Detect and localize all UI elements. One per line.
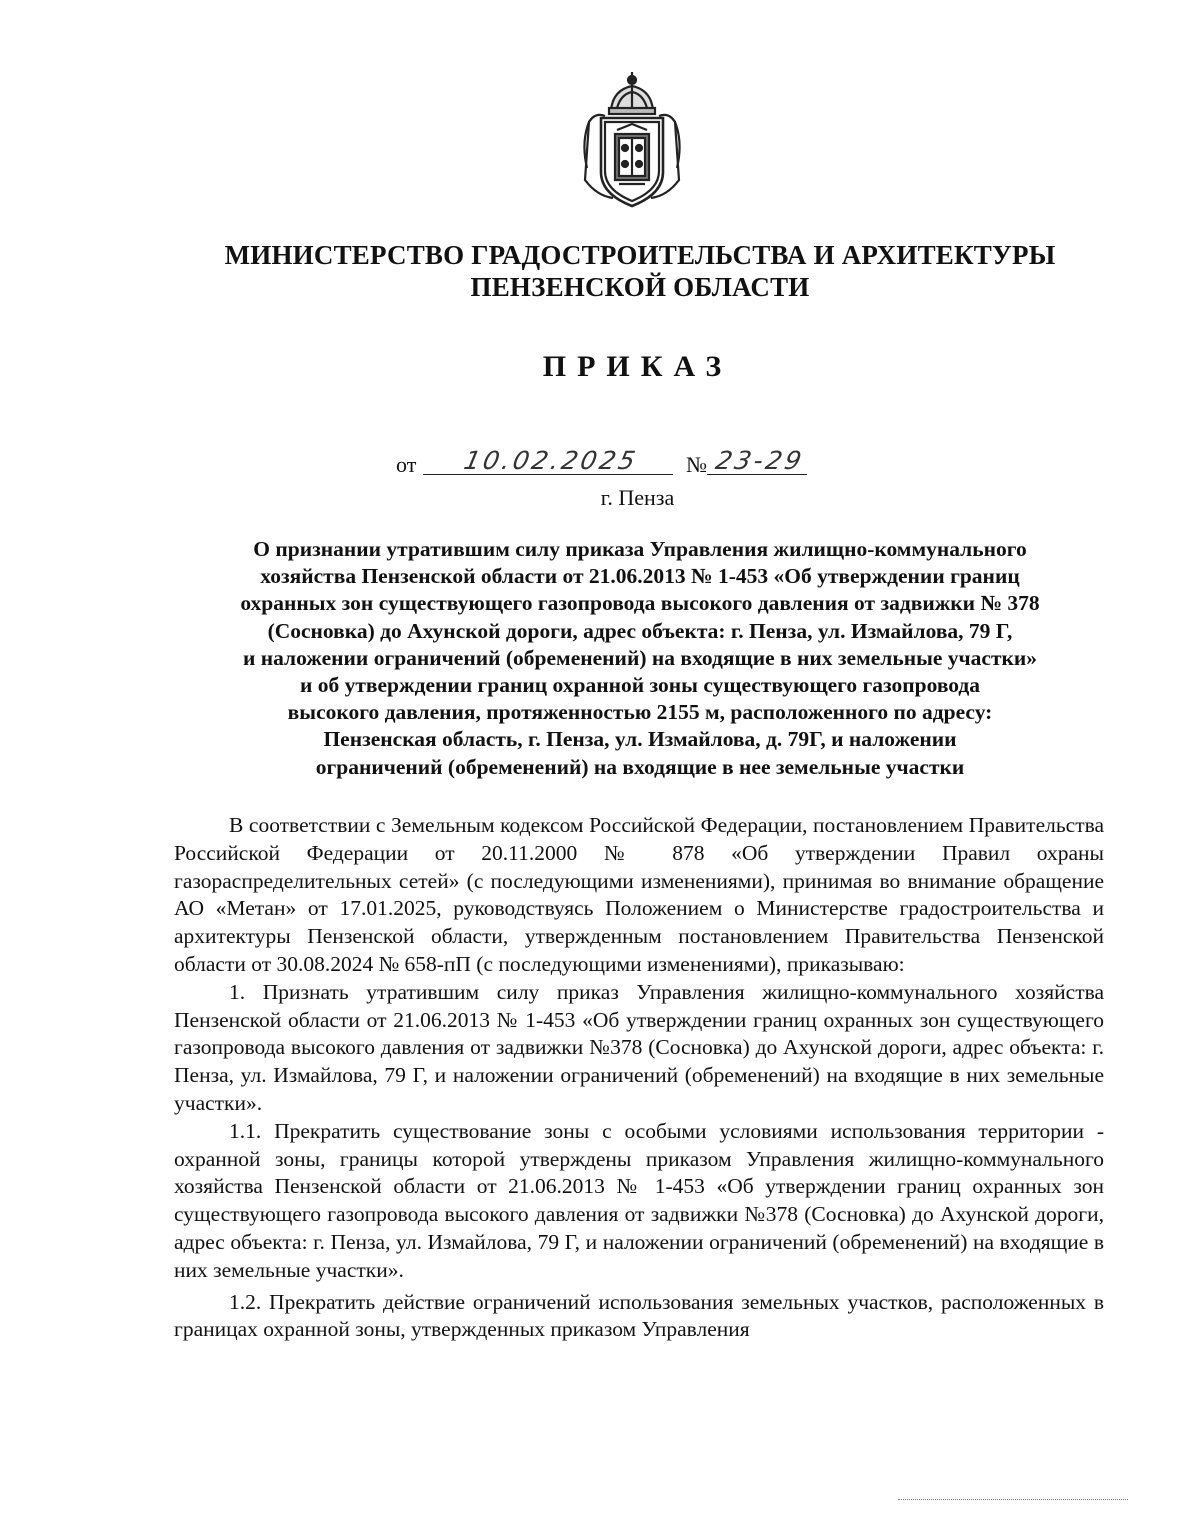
subject-line: хозяйства Пензенской области от 21.06.2013 № 1-453 «Об утверждении границ bbox=[260, 564, 1020, 589]
coat-of-arms-emblem bbox=[577, 72, 687, 214]
date-handwritten: 10.02.2025 bbox=[423, 446, 679, 475]
subject-line: Пензенская область, г. Пенза, ул. Измайлова, д. 79Г, и наложении bbox=[323, 727, 957, 752]
body-paragraph-item-1-2: 1.2. Прекратить действие ограничений использования земельных участков, расположенных в границах охранной зоны, утвержденных приказом Управления bbox=[174, 1289, 1104, 1342]
date-prefix: от bbox=[396, 452, 417, 477]
document-subject bbox=[150, 536, 1130, 781]
number-prefix: № bbox=[686, 452, 707, 477]
body-paragraph-item-1: 1. Признать утратившим силу приказ Управления жилищно-коммунального хозяйства Пензенской области от 21.06.2013 № 1-453 «Об утверждении границ охранных зон существующего газопровода высокого давления от задвижки №378 (Сосновка) до Ахунской дороги, адрес объекта: г. Пенза, ул. Измайлова, 79 Г, и наложении ограничений (обременений) на входящие в них земельные участки». bbox=[174, 979, 1104, 1115]
subject-line: высокого давления, протяженностью 2155 м, расположенного по адресу: bbox=[287, 700, 993, 725]
body-paragraph-item-1-1: 1.1. Прекратить существование зоны с особыми условиями использования территории - охранной зоны, границы которой утверждены приказом Управления жилищно-коммунального хозяйства Пензенской области от 21.06.2013 № 1-453 «Об утверждении границ охранных зон существующего газопровода высокого давления от задвижки №378 (Сосновка) до Ахунской дороги, адрес объекта: г. Пенза, ул. Измайлова, 79 Г, и наложении ограничений (обременений) на входящие в них земельные участки». bbox=[174, 1118, 1104, 1282]
body-paragraph-preamble: В соответствии с Земельным кодексом Российской Федерации, постановлением Правительства Российской Федерации от 20.11.2000 № 878 «Об утверждении Правил охраны газораспределительных сетей» (с последующими изменениями), принимая во внимание обращение АО «Метан» от 17.01.2025, руководствуясь Положением о Министерстве градостроительства и архитектуры Пензенской области, утвержденным постановлением Правительства Пензенской области от 30.08.2024 № 658-пП (с последующими изменениями), приказываю: bbox=[174, 813, 1104, 976]
city-label: г. Пенза bbox=[600, 485, 675, 510]
footer-dotted-line bbox=[898, 1499, 1128, 1500]
subject-line: (Сосновка) до Ахунской дороги, адрес объекта: г. Пенза, ул. Измайлова, 79 Г, bbox=[267, 618, 1013, 643]
number-handwritten: 23-29 bbox=[707, 446, 813, 475]
date-number-line bbox=[396, 446, 816, 480]
subject-line: охранных зон существующего газопровода высокого давления от задвижки № 378 bbox=[240, 591, 1040, 616]
document-body bbox=[174, 812, 1104, 1344]
subject-line: ограничений (обременений) на входящие в нее земельные участки bbox=[315, 754, 965, 779]
subject-line: О признании утратившим силу приказа Управления жилищно-коммунального bbox=[253, 537, 1027, 561]
ministry-name-line-2: ПЕНЗЕНСКОЙ ОБЛАСТИ bbox=[470, 272, 810, 302]
ministry-name-line-1: МИНИСТЕРСТВО ГРАДОСТРОИТЕЛЬСТВА И АРХИТЕКТУРЫ bbox=[224, 240, 1056, 270]
subject-line: и об утверждении границ охранной зоны существующего газопровода bbox=[299, 673, 981, 698]
document-type-title: ПРИКАЗ bbox=[542, 350, 733, 383]
subject-line: и наложении ограничений (обременений) на входящие в них земельные участки» bbox=[242, 645, 1038, 670]
